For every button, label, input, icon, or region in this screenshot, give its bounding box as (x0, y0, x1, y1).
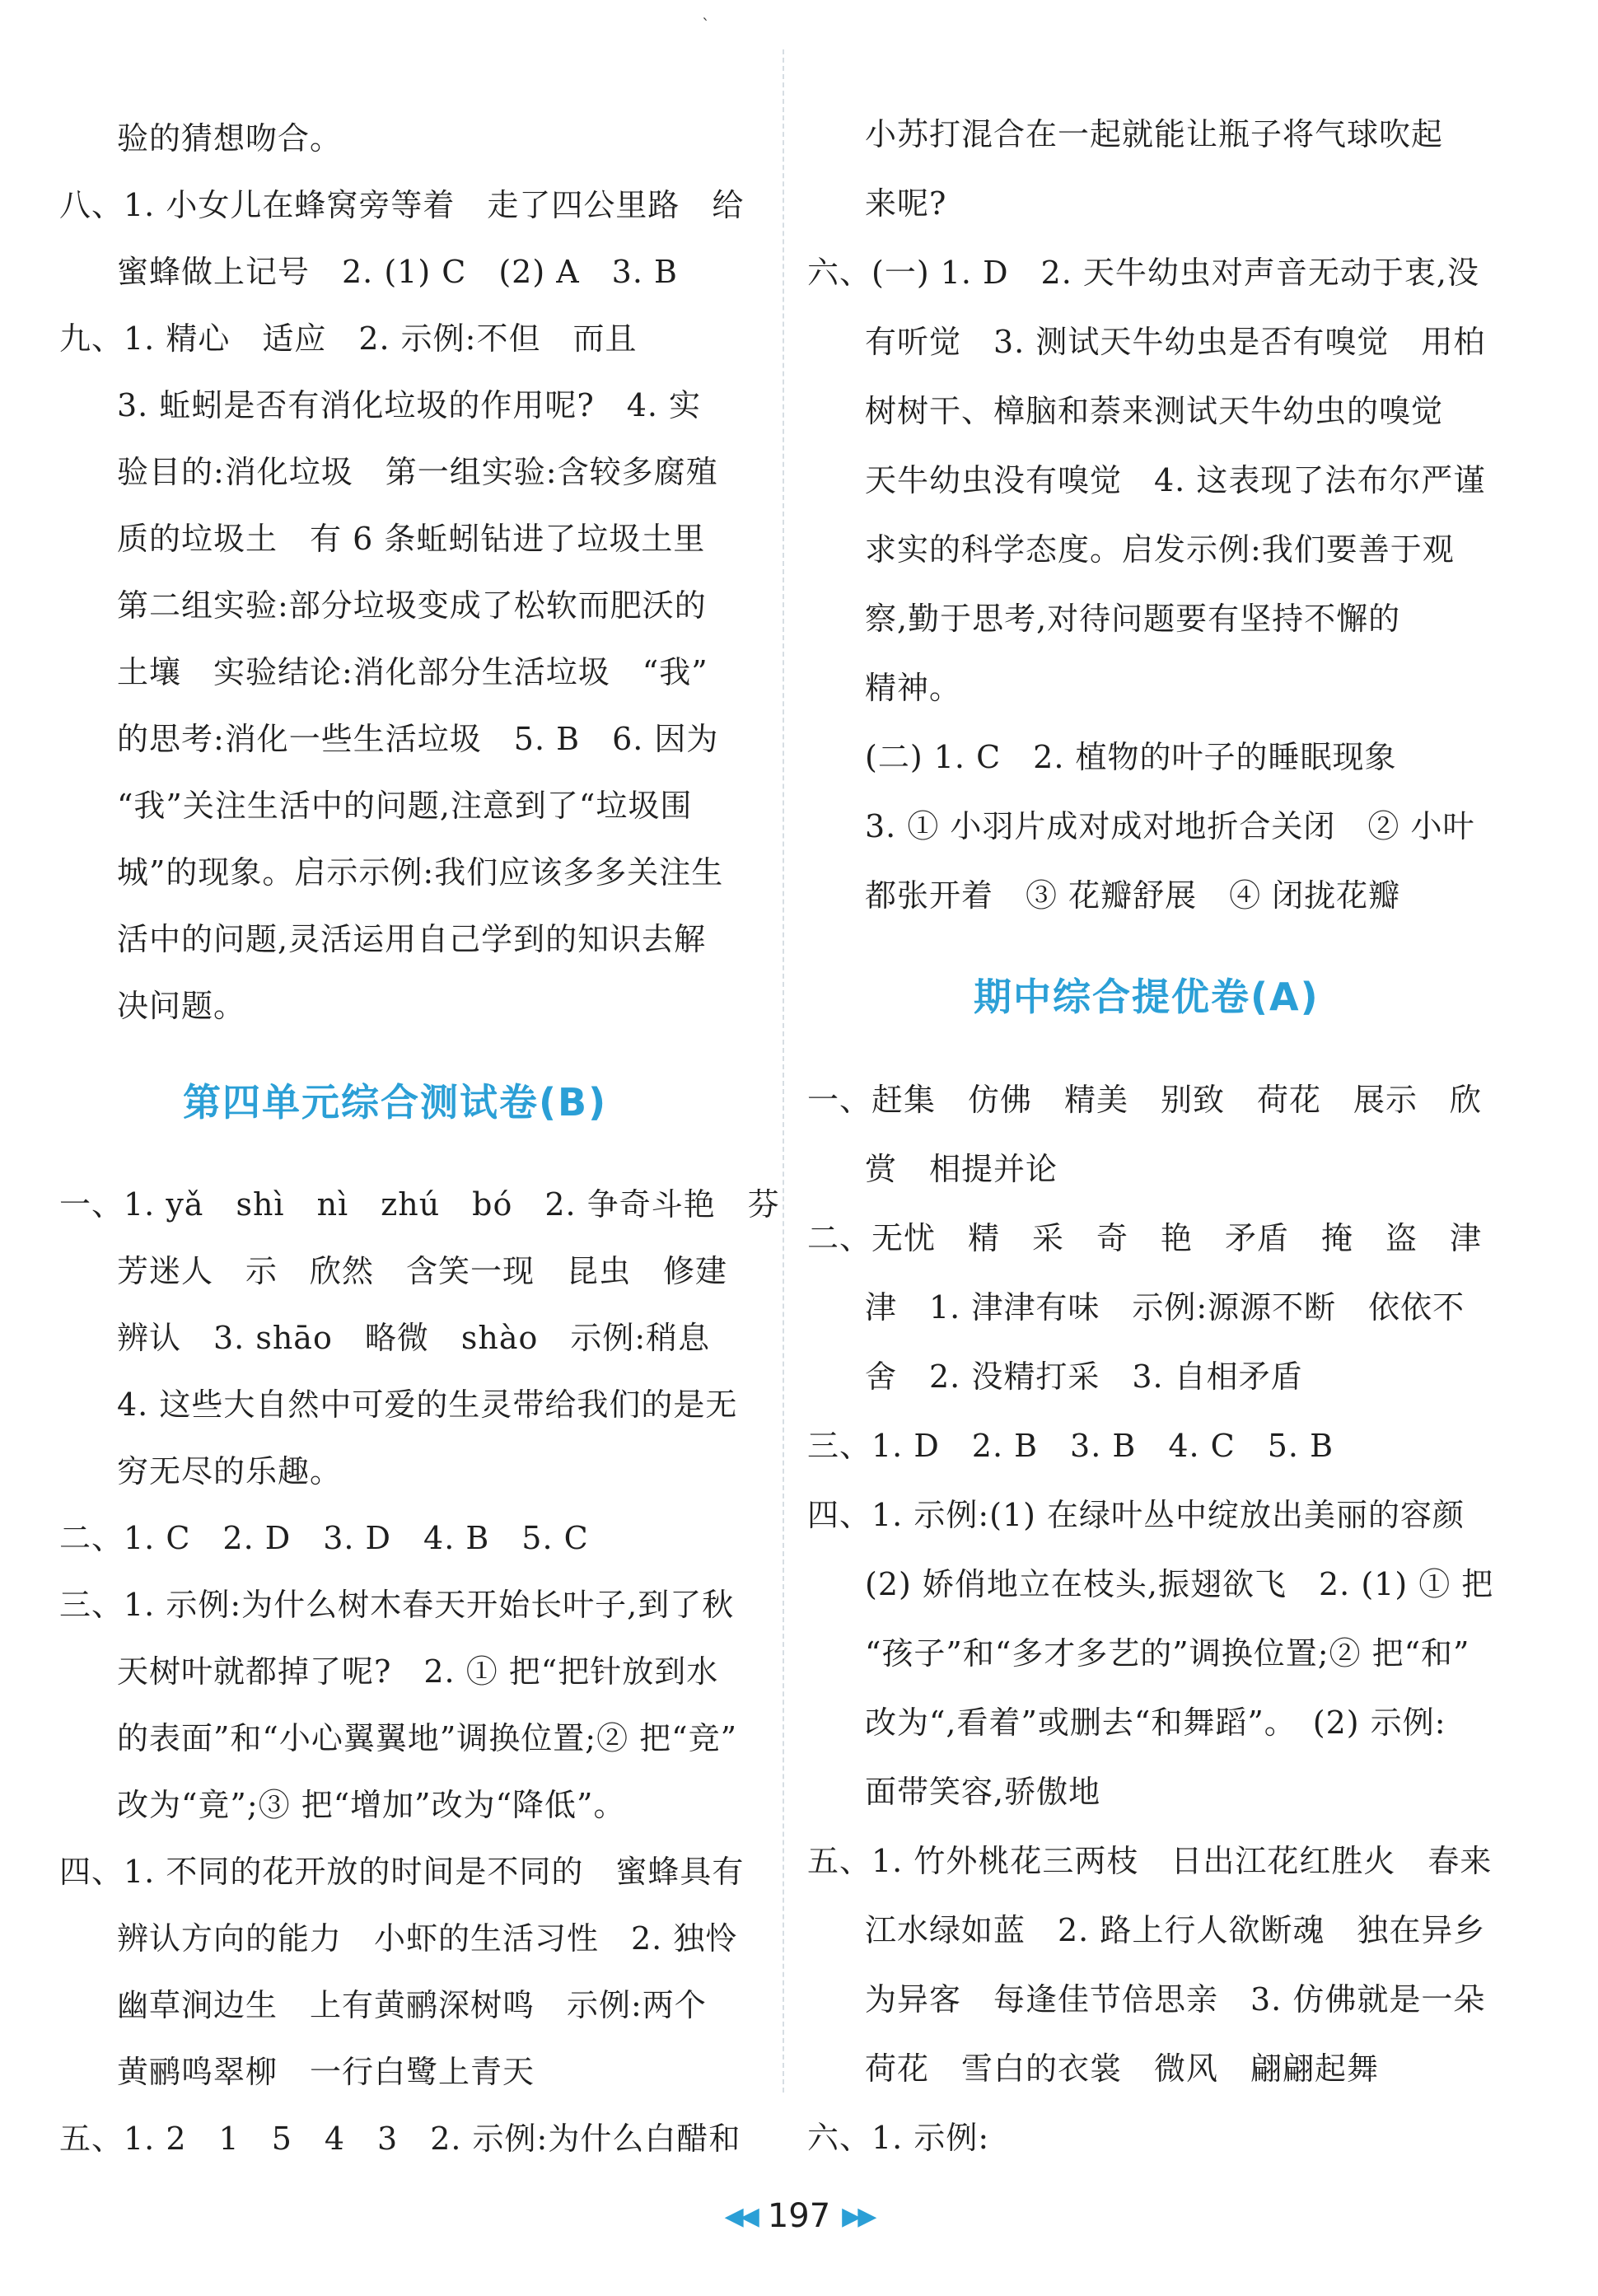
page-footer (0, 2191, 1598, 2241)
text-line: 四、1. 示例:(1) 在绿叶丛中绽放出美丽的容颜 (807, 1497, 1465, 1533)
text-line: 的表面”和“小心翼翼地”调换位置;② 把“竞” (117, 1720, 738, 1756)
text-line: 决问题。 (117, 988, 246, 1024)
text-line: 验的猜想吻合。 (117, 120, 343, 157)
text-line: 验目的:消化垃圾 第一组实验:含较多腐殖 (117, 454, 718, 490)
scan-mark: ˋ (702, 15, 710, 35)
text-line: 小苏打混合在一起就能让瓶子将气球吹起 (865, 116, 1444, 152)
text-line: 质的垃圾土 有 6 条蚯蚓钻进了垃圾土里 (117, 521, 706, 557)
section-heading: 第四单元综合测试卷(B) (183, 1080, 608, 1125)
column-divider (783, 49, 784, 2093)
text-line: 活中的问题,灵活运用自己学到的知识去解 (117, 921, 707, 957)
text-line: 黄鹂鸣翠柳 一行白鹭上青天 (117, 2054, 535, 2090)
next-page-arrows-icon[interactable]: ▶▶ (842, 2201, 874, 2231)
text-line: 三、1. D 2. B 3. B 4. C 5. B (807, 1428, 1334, 1464)
text-line: “我”关注生活中的问题,注意到了“垃圾围 (117, 788, 693, 824)
section-heading: 期中综合提优卷(A) (974, 975, 1320, 1019)
text-line: 3. ① 小羽片成对成对地折合关闭 ② 小叶 (865, 808, 1475, 844)
text-line: “孩子”和“多才多艺的”调换位置;② 把“和” (865, 1635, 1470, 1672)
text-line: 一、赶集 仿佛 精美 别致 荷花 展示 欣 (807, 1082, 1483, 1118)
text-line: 八、1. 小女儿在蜂窝旁等着 走了四公里路 给 (59, 187, 745, 223)
text-line: 辨认 3. shāo 略微 shào 示例:稍息 (117, 1320, 711, 1356)
text-line: 舍 2. 没精打采 3. 自相矛盾 (865, 1358, 1303, 1395)
text-line: 土壤 实验结论:消化部分生活垃圾 “我” (117, 654, 708, 690)
text-line: 四、1. 不同的花开放的时间是不同的 蜜蜂具有 (59, 1854, 745, 1890)
text-line: 江水绿如蓝 2. 路上行人欲断魂 独在异乡 (865, 1912, 1486, 1948)
text-line: 五、1. 2 1 5 4 3 2. 示例:为什么白醋和 (59, 2121, 741, 2157)
text-line: 五、1. 竹外桃花三两枝 日出江花红胜火 春来 (807, 1843, 1493, 1879)
text-line: 幽草涧边生 上有黄鹂深树鸣 示例:两个 (117, 1987, 707, 2023)
text-line: 一、1. yǎ shì nì zhú bó 2. 争奇斗艳 芬 (59, 1186, 780, 1223)
text-line: 六、1. 示例: (807, 2120, 990, 2156)
text-line: 精神。 (865, 670, 962, 706)
text-line: 都张开着 ③ 花瓣舒展 ④ 闭拢花瓣 (865, 877, 1401, 914)
text-line: 有听觉 3. 测试天牛幼虫是否有嗅觉 用柏 (865, 324, 1486, 360)
text-line: 为异客 每逢佳节倍思亲 3. 仿佛就是一朵 (865, 1981, 1486, 2018)
text-line: (2) 娇俏地立在枝头,振翅欲飞 2. (1) ① 把 (865, 1566, 1494, 1602)
text-line: 第二组实验:部分垃圾变成了松软而肥沃的 (117, 587, 707, 624)
text-line: 改为“竟”;③ 把“增加”改为“降低”。 (117, 1787, 626, 1823)
text-line: (二) 1. C 2. 植物的叶子的睡眠现象 (865, 739, 1397, 775)
text-line: 天牛幼虫没有嗅觉 4. 这表现了法布尔严谨 (865, 462, 1486, 498)
text-line: 芳迷人 示 欣然 含笑一现 昆虫 修建 (117, 1253, 728, 1289)
text-line: 穷无尽的乐趣。 (117, 1453, 343, 1489)
text-line: 辨认方向的能力 小虾的生活习性 2. 独怜 (117, 1920, 738, 1957)
text-line: 察,勤于思考,对待问题要有坚持不懈的 (865, 601, 1401, 637)
text-line: 荷花 雪白的衣裳 微风 翩翩起舞 (865, 2051, 1380, 2087)
text-line: 蜜蜂做上记号 2. (1) C (2) A 3. B (117, 254, 678, 290)
text-line: 津 1. 津津有味 示例:源源不断 依依不 (865, 1289, 1465, 1326)
text-line: 求实的科学态度。启发示例:我们要善于观 (865, 531, 1455, 568)
text-line: 九、1. 精心 适应 2. 示例:不但 而且 (59, 320, 638, 357)
text-line: 二、1. C 2. D 3. D 4. B 5. C (59, 1520, 589, 1556)
text-line: 六、(一) 1. D 2. 天牛幼虫对声音无动于衷,没 (807, 255, 1479, 291)
text-line: 改为“,看着”或删去“和舞蹈”。 (2) 示例: (865, 1704, 1446, 1741)
text-line: 城”的现象。启示示例:我们应该多多关注生 (117, 854, 724, 891)
text-line: 4. 这些大自然中可爱的生灵带给我们的是无 (117, 1386, 738, 1423)
text-line: 的思考:消化一些生活垃圾 5. B 6. 因为 (117, 721, 719, 757)
text-line: 天树叶就都掉了呢? 2. ① 把“把针放到水 (117, 1653, 719, 1690)
text-line: 来呢? (865, 185, 947, 222)
prev-page-arrows-icon[interactable]: ◀◀ (724, 2201, 756, 2231)
text-line: 面带笑容,骄傲地 (865, 1774, 1101, 1810)
text-line: 二、无忧 精 采 奇 艳 矛盾 掩 盗 津 (807, 1220, 1483, 1256)
text-line: 赏 相提并论 (865, 1151, 1058, 1187)
page-number: 197 (767, 2197, 831, 2235)
text-line: 3. 蚯蚓是否有消化垃圾的作用呢? 4. 实 (117, 387, 702, 423)
text-line: 三、1. 示例:为什么树木春天开始长叶子,到了秋 (59, 1587, 735, 1623)
text-line: 树树干、樟脑和萘来测试天牛幼虫的嗅觉 (865, 393, 1444, 429)
